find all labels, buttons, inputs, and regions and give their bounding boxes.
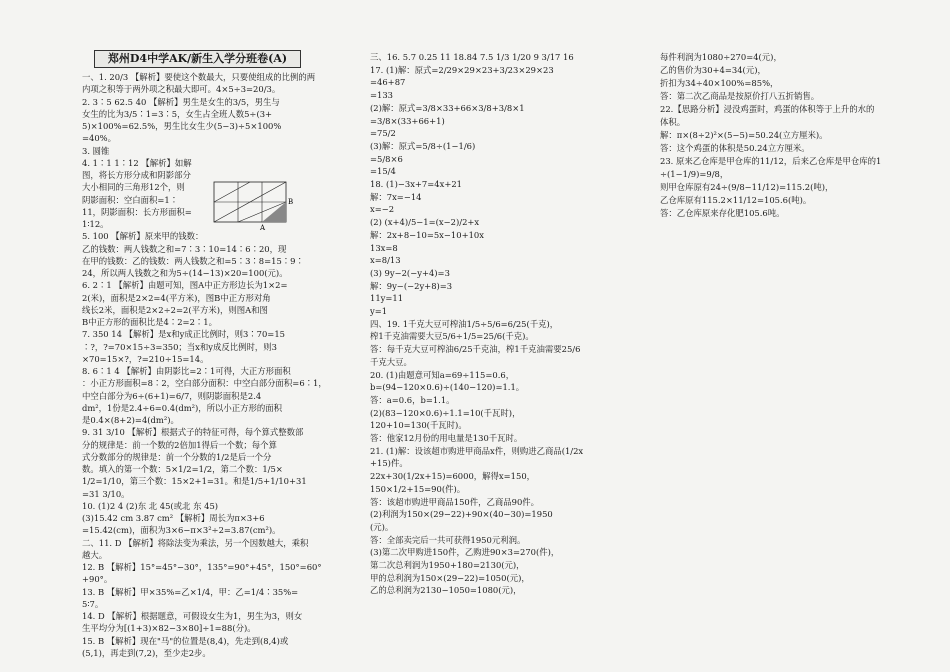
answer-line: 答：该超市购进甲商品150件，乙商品90件。 [370,496,540,507]
answer-line: =40%。 [82,133,117,144]
answer-line: =46+87 [370,77,406,88]
answer-line: 5)×100%=62.5%，男生比女生少(5−3)÷5×100% [82,121,282,131]
answer-line: ×70=15×?，?=210÷15=14。 [82,353,209,364]
answer-line: 5∶7。 [82,598,104,609]
answer-line: 3. 圆锥 [82,145,110,156]
answer-line: 答：a=0.6，b=1.1。 [370,394,455,405]
answer-line: ÷(1−1/9)=9/8， [660,169,729,179]
answer-line: 解：2x+8−10=5x−10+10x [370,229,484,240]
answer-line: 150×1/2+15=90(件)。 [370,483,466,494]
answer-line: (2)利润为150×(29−22)+90×(40−30)=1950 [370,509,553,520]
answer-line: dm²，1份是2.4÷6=0.4(dm²)，所以小正方形的面积 [82,402,283,413]
answer-line: 一、1. 20/3 【解析】要使这个数最大，只要使组成的比例的两 [82,72,316,82]
answer-line: 答：每千克大豆可榨油6/25千克油，榨1千克油需要25/6 [370,344,581,355]
answer-line: 线长2米，面积是2×2÷2=2(平方米)，则图A和图 [82,304,268,315]
answer-line: (3)解：原式=5/8÷(1−1/6) [370,140,476,151]
answer-line: 是0.4×(8+2)=4(dm²)。 [82,415,179,425]
shaded-triangle [262,202,286,222]
answer-line: b=(94−120×0.6)÷(140−120)=1.1。 [370,382,525,393]
answer-line: 22.【思路分析】浸没鸡蛋时，鸡蛋的体积等于上升的水的 [660,104,875,114]
answer-line: x=−2 [370,204,395,215]
answer-line: 答：全部卖完后一共可获得1950元利润。 [370,534,526,545]
answer-line: 17. (1)解：原式=2/29×29×23+3/23×29×23 [370,64,554,75]
answer-line: 120+10=130(千瓦时)。 [370,420,467,431]
answer-line: (2) (x+4)/5−1=(x−2)/2+x [370,217,480,228]
answer-line: 答：他家12月份的用电量是130千瓦时。 [370,433,523,443]
answer-line: 解：π×(8÷2)²×(5−5)=50.24(立方厘米)。 [660,130,828,140]
answer-line: 中空白部分为6÷(6+1)=6/7，则阴影面积是2.4 [82,390,262,401]
answer-line: (3)15.42 cm 3.87 cm² 【解析】周长为π×3+6 [82,513,265,523]
answer-line: 解：7x=−14 [370,191,422,202]
answer-line: 1∶12。 [82,219,109,229]
answer-line: 5. 100 【解析】原来甲的钱数： [82,231,204,242]
answer-line: 14. D 【解析】根据题意，可假设女生为1，男生为3，则女 [82,611,303,621]
answer-line: 22x+30(1/2x+15)=6000，解得x=150， [370,471,536,482]
answer-line: +90°。 [82,574,113,585]
answer-line: x=8/13 [370,255,401,266]
answer-line: =15.42(cm)，面积为3×6−π×3²÷2=3.87(cm²)。 [82,525,281,536]
answer-line: 女生的比为3/5∶1=3∶5，女生占全班人数5÷(3+ [82,108,273,119]
answer-line: 答：乙仓库原来存化肥105.6吨。 [660,208,785,218]
answer-line: 7. 350 14 【解析】是x和y成正比例时，则3∶70=15 [82,329,285,340]
answer-line: ：小正方形面积=8∶2，空白部分面积：中空白部分面积=6∶1， [82,378,327,389]
answer-line: =75/2 [370,128,396,139]
answer-line: 4. 1∶1 1∶12 【解析】如解 [82,157,192,168]
answer-line: ∶?，?=70×15÷3=350；当x和y成反比例时，则3 [82,341,277,352]
answer-line: 解：9y−(−2y+8)=3 [370,280,453,291]
answer-line: +15)件。 [370,458,408,469]
answer-line: 内项之积等于两外项之积最大即可。4×5÷3=20/3。 [82,84,281,95]
rectangle-figure [212,180,296,230]
answer-line: 12. B 【解析】15°=45°−30°，135°=90°+45°，150°=60° [82,562,322,572]
answer-line: 9. 31 3/10 【解析】根据式子的特征可得，每个算式整数部 [82,427,304,438]
answer-line: 二、11. D 【解析】将除法变为乘法，另一个因数越大，乘积 [82,537,309,548]
answer-line: 榨1千克油需要大豆5/6÷1/5=25/6(千克)。 [370,331,534,342]
answer-line: 2. 3∶5 62.5 40 【解析】男生是女生的3/5，男生与 [82,96,280,107]
answer-line: (3)第二次甲购进150件，乙购进90×3=270(件)， [370,547,560,558]
answer-line: 体积。 [660,117,686,127]
answer-line: 11，阴影面积：长方形面积= [82,206,192,217]
answer-line: 千克大豆。 [370,356,412,367]
answer-line: 式分数部分的规律是：前一个分数的1/2是后一个分 [82,451,272,462]
answer-line: 分的规律是：前一个数的2倍加1得后一个数；每个算 [82,439,277,450]
answer-line: 生平均分为[(1+3)×82−3×80]÷1=88(分)。 [82,623,256,634]
answer-line: 20. (1)由题意可知a=69÷115=0.6， [370,369,515,380]
answer-line: 甲的总利润为150×(29−22)=1050(元)， [370,572,530,583]
answer-line: =3/8×(33+66+1) [370,115,445,126]
answer-line: 则甲仓库原有24÷(9/8−11/12)=115.2(吨)， [660,182,834,192]
answer-line: 答：第二次乙商品是按原价打八五折销售。 [660,91,820,101]
answer-line: 阴影面积：空白面积=1∶ [82,194,179,205]
answer-line: 每件利润为1080÷270=4(元)， [660,52,782,62]
answer-line: (2)(83−120×0.6)÷1.1=10(千瓦时)， [370,407,521,418]
page-title: 郑州D4中学AK/新生入学分班卷(A) [94,50,301,68]
answer-line: 数。填入的第一个数：5×1/2=1/2，第二个数：1/5× [82,464,283,474]
answer-line: 23. 原来乙仓库是甲仓库的11/12，后来乙仓库是甲仓库的1 [660,156,882,166]
answer-line: 21. (1)解：设该超市购进甲商品x件，则购进乙商品(1/2x [370,445,584,456]
answer-line: 11y=11 [370,293,404,304]
answer-line: 15. B 【解析】现在"马"的位置是(8,4)，先走到(8,4)或 [82,635,289,646]
answer-line: 四、19. 1千克大豆可榨油1/5÷5/6=6/25(千克)， [370,318,559,329]
answer-line: (3) 9y−2(−y+4)=3 [370,267,450,278]
answer-line: 折扣为34÷40×100%=85%， [660,78,779,88]
answer-line: =15/4 [370,166,396,177]
answer-line: y=1 [370,306,388,316]
figure-label-b: B [288,198,294,206]
answer-line: 18. (1)−3x+7=4x+21 [370,179,463,189]
answer-line: =31 3/10。 [82,488,130,499]
answer-line: B中正方形的面积比是4∶2=2∶1。 [82,317,217,327]
answer-line: 乙的总利润为2130−1050=1080(元)， [370,585,522,596]
answer-line: 乙仓库原有115.2×11/12=105.6(吨)。 [660,195,812,205]
figure-label-a: A [260,224,266,230]
answer-line: 13. B 【解析】甲×35%=乙×1/4，甲：乙=1/4∶35%= [82,586,299,597]
answer-line: 答：这个鸡蛋的体积是50.24立方厘米。 [660,143,810,153]
answer-line: 1/2=1/10，第三个数：15×2+1=31。和是1/5+1/10+31 [82,476,307,487]
answer-line: 6. 2∶1 【解析】由题可知，图A中正方形边长为1×2= [82,280,288,291]
answer-line: 三、16. 5.7 0.25 11 18.84 7.5 1/3 1/20 9 3/17 16 [370,52,574,62]
answer-line: 8. 6∶1 4 【解析】由阴影比=2∶1可得，大正方形面积 [82,366,291,376]
answer-line: 乙的售价为30+4=34(元)， [660,65,766,75]
answer-line: (2)解：原式=3/8×33+66×3/8+3/8×1 [370,102,525,113]
answer-line: 2(米)，面积是2×2=4(平方米)，图B中正方形对角 [82,292,271,303]
answer-line: 13x=8 [370,242,398,253]
answer-line: 10. (1)2 4 (2)东 北 45(或北 东 45) [82,500,219,511]
answer-line: (5,1)，再走到(7,2)，至少走2步。 [82,647,211,658]
answer-line: 大小相同的三角形12个，则 [82,182,185,193]
answer-line: =5/8×6 [370,153,403,164]
answer-line: 越大。 [82,549,108,560]
answer-line: =133 [370,90,394,101]
answer-line: 第二次总利润为1950+180=2130(元)， [370,560,525,570]
answer-line: (元)。 [370,521,394,532]
answer-line: 24，所以两人钱数之和为5÷(14−13)×20=100(元)。 [82,268,288,278]
answer-line: 乙的钱数：两人钱数之和=7∶3∶10=14∶6∶20，现 [82,243,287,254]
answer-line: 在甲的钱数：乙的钱数：两人钱数之和=5∶3∶8=15∶9∶ [82,255,304,266]
answer-line: 图，将长方形分成和阴影部分 [82,170,191,180]
